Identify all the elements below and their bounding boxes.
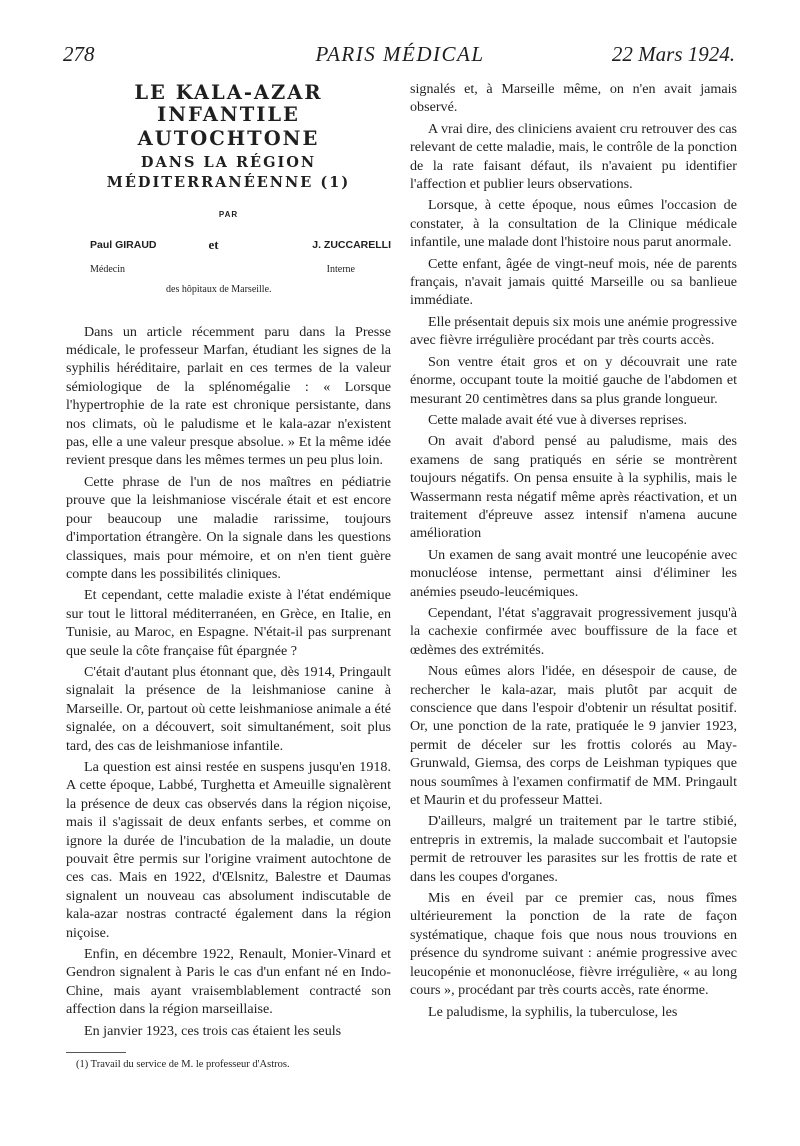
paragraph: Cette malade avait été vue à diverses reprises. bbox=[428, 411, 688, 428]
paragraph: Nous eûmes alors l'idée, en désespoir de cause, de rechercher le kala-azar, mais plutôt par acquit de conscience que dans l'espoir d'obtenir un résultat positif. Or, une ponction de la rate, pratiquée le 9 janvier 1923, permit de déceler sur les frottis colorés au May-Grunwald, Giemsa, des corps de Leishman typiques que nous soumîmes à l'examen confirmatif de MM. Pringault et Maurin et du professeur Mattei. bbox=[410, 663, 737, 809]
paragraph: Elle présentait depuis six mois une anémie progressive avec fièvre irrégulière procédant par très courts accès. bbox=[410, 313, 737, 349]
article-title-line-1: LE KALA-AZAR INFANTILE bbox=[134, 81, 323, 126]
paragraph: La question est ainsi restée en suspens jusqu'en 1918. A cette époque, Labbé, Turghetta et Ameuille signalèrent la présence de deux cas observés dans la région niçoise, mais il s'agissait de deux enfants serbes, et comme on ignore la durée de l'incubation de la maladie, un doute pouvait être permis sur l'origine vraiment autochtone de ces cas. Mais en 1922, d'Œlsnitz, Balestre et Daumas signalent un nouveau cas absolument indiscutable de kala-azar nostras contracté également dans la région niçoise. bbox=[66, 758, 391, 941]
left-body-text bbox=[66, 323, 391, 1040]
article-title-block bbox=[66, 82, 391, 300]
paragraph: Cette enfant, âgée de vingt-neuf mois, née de parents français, n'avait jamais quitté Marseille ou sa banlieue immédiate. bbox=[410, 255, 737, 309]
paragraph: Mis en éveil par ce premier cas, nous fîmes ultérieurement la ponction de la rate de façon systématique, chaque fois que nous nous trouvions en présence du syndrome suivant : anémie progressive avec leucopénie et mononucléose, fièvre irrégulière, « au long cours », procédant par très courts accès, rate énorme. bbox=[410, 890, 737, 999]
paragraph: signalés et, à Marseille même, on n'en avait jamais observé. bbox=[410, 81, 737, 116]
paragraph: En janvier 1923, ces trois cas étaient les seuls bbox=[84, 1022, 342, 1039]
paragraph: D'ailleurs, malgré un traitement par le tartre stibié, entrepris in extremis, la malade succombait et l'autopsie permit de retrouver les parasites sur les frottis de rate et dans les coupes d'organes. bbox=[410, 813, 737, 885]
footnote: (1) Travail du service de M. le professeur d'Astros. bbox=[76, 1059, 290, 1071]
paragraph: C'était d'autant plus étonnant que, dès 1914, Pringault signalait la présence de la leishmaniose canine à Marseille. Or, partout où cette leishmaniose animale a été signalée, on a découvert, soit simultanément, soit plus tard, des cas de leishmaniose infantile. bbox=[66, 663, 391, 754]
paragraph: Lorsque, à cette époque, nous eûmes l'occasion de constater, à la consultation de la Clinique médicale infantile, une malade dont l'histoire nous parut anormale. bbox=[410, 197, 737, 251]
paragraph: Enfin, en décembre 1922, Renault, Monier-Vinard et Gendron signalent à Paris le cas d'un enfant né en Indo-Chine, mais ayant vraisemblablement contracté son affection dans la région marseillaise. bbox=[66, 946, 391, 1018]
role-medecin: Médecin bbox=[90, 263, 125, 275]
paragraph: Le paludisme, la syphilis, la tuberculose, les bbox=[428, 1003, 678, 1020]
paragraph: Cependant, l'état s'aggravait progressivement jusqu'à la cachexie confirmée avec bouffissure de la face et œdèmes des extrémités. bbox=[410, 604, 737, 658]
article-title-line-3: DANS LA RÉGION bbox=[140, 154, 317, 171]
institution: des hôpitaux de Marseille. bbox=[166, 284, 272, 296]
paragraph: Cette phrase de l'un de nos maîtres en pédiatrie prouve que la leishmaniose viscérale était et est encore pour beaucoup une maladie rarissime, toujours d'importation étrangère. On la signale dans les questions classiques, mais pour mémoire, et on n'en tient guère compte dans les possibilités cliniques. bbox=[66, 473, 391, 582]
article-title-line-2: AUTOCHTONE bbox=[137, 127, 320, 150]
page-number: 278 bbox=[63, 42, 95, 66]
paragraph: Un examen de sang avait montré une leucopénie avec monucléose intense, permettant ainsi d'éliminer les anémies pseudo-leucémiques. bbox=[410, 546, 737, 600]
paragraph: On avait d'abord pensé au paludisme, mais des examens de sang pratiqués en série se montrèrent toujours négatifs. On pensa ensuite à la syphilis, mais le Wassermann resta négatif même après réactivation, et un traitement d'épreuve assez intensif n'amena aucune amélioration bbox=[410, 433, 737, 542]
article-title-line-4: MÉDITERRANÉENNE (1) bbox=[106, 174, 351, 191]
paragraph: Et cependant, cette maladie existe à l'état endémique sur tout le littoral méditerranéen, en Grèce, en Italie, en Tunisie, au Maroc, en Espagne. N'était-il pas surprenant que seule la côte française fût épargnée ? bbox=[66, 587, 391, 659]
author-zuccarelli: J. ZUCCARELLI bbox=[312, 239, 391, 252]
paragraph: Dans un article récemment paru dans la Presse médicale, le professeur Marfan, étudiant les signes de la syphilis héréditaire, parlait en ces termes de la valeur sémiologique de la splénomégalie : « Lorsque l'hypertrophie de la rate est chronique persistante, dans nos climats, où le paludisme et le kala-azar n'existent pas, elle a une valeur presque absolue. » Et la même idée revient presque dans les mêmes termes un peu plus loin. bbox=[66, 323, 391, 469]
journal-title: PARIS MÉDICAL bbox=[315, 42, 485, 66]
paragraph: A vrai dire, des cliniciens avaient cru retrouver des cas relevant de cette maladie, mais, le contrôle de la ponction de la rate faisant défaut, ils n'avaient pu identifier l'affection et publier leurs observations. bbox=[410, 120, 737, 193]
left-column bbox=[66, 80, 391, 1071]
byline-par: PAR bbox=[218, 210, 239, 219]
right-column bbox=[410, 80, 737, 1024]
issue-date: 22 Mars 1924. bbox=[611, 42, 735, 66]
footnote-divider bbox=[66, 1052, 126, 1053]
paragraph: Son ventre était gros et on y découvrait une rate énorme, occupant toute la moitié gauche de l'abdomen et mesurant 20 centimètres dans sa plus grande longueur. bbox=[410, 353, 737, 407]
author-conjunction: et bbox=[208, 237, 219, 253]
role-interne: Interne bbox=[326, 263, 355, 275]
authors-row bbox=[66, 236, 391, 254]
roles-row bbox=[66, 261, 391, 279]
author-giraud: Paul GIRAUD bbox=[90, 239, 157, 252]
